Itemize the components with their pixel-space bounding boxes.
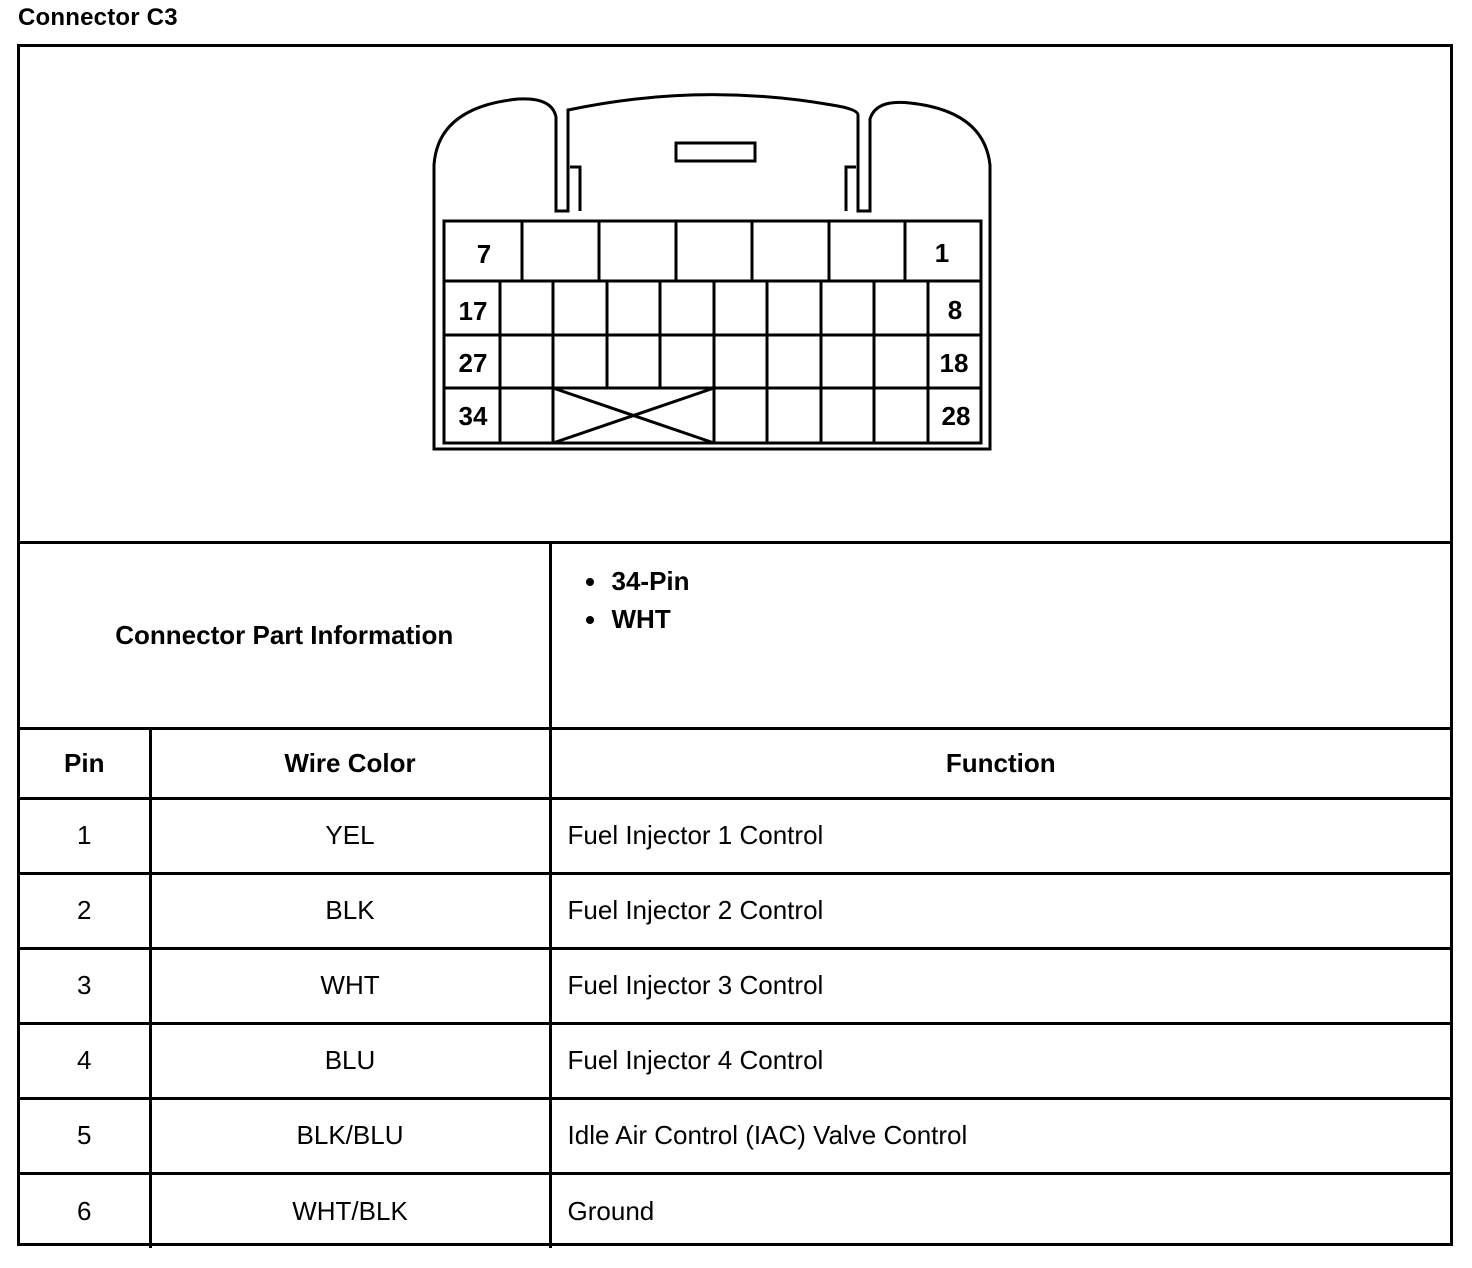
header-pin: Pin [20,728,150,798]
part-info-item: • 34-Pin [609,562,1450,600]
part-info-list [552,562,1450,638]
pin-label-7: 7 [476,239,492,269]
pin-cell: 2 [20,873,150,948]
function-cell: Fuel Injector 1 Control [550,798,1450,873]
pin-label-8: 8 [947,295,963,325]
part-info-row [20,544,1450,728]
connector-face-diagram [20,47,1450,541]
connector-latch [676,143,755,161]
pin-table-header [20,728,1450,798]
table-row [20,1098,1450,1173]
connector-diagram-area [20,47,1450,544]
header-function: Function [550,728,1450,798]
connector-title: Connector C3 [18,4,178,31]
function-cell: Ground [550,1173,1450,1248]
function-cell: Idle Air Control (IAC) Valve Control [550,1098,1450,1173]
wire-color-cell: WHT [150,948,550,1023]
pin-cell: 4 [20,1023,150,1098]
pin-cell: 6 [20,1173,150,1248]
wire-color-cell: BLK [150,873,550,948]
table-row [20,1173,1450,1248]
pin-label-18: 18 [939,348,969,378]
pin-cell: 3 [20,948,150,1023]
wire-color-cell: BLK/BLU [150,1098,550,1173]
function-cell: Fuel Injector 4 Control [550,1023,1450,1098]
pin-label-27: 27 [458,348,488,378]
part-info-label: Connector Part Information [20,544,550,728]
table-row [20,798,1450,873]
pin-label-1: 1 [934,238,950,268]
connector-sheet [17,44,1453,1246]
function-cell: Fuel Injector 2 Control [550,873,1450,948]
blocked-cavity-x [553,388,714,443]
part-info-values [550,544,1450,728]
part-info-item: • WHT [609,600,1450,638]
pin-label-17: 17 [458,296,488,326]
pin-cell: 1 [20,798,150,873]
connector-housing [434,95,990,449]
pin-label-28: 28 [941,401,971,431]
connector-info-table [20,544,1450,1248]
table-row [20,873,1450,948]
pin-label-34: 34 [458,401,488,431]
header-wire-color: Wire Color [150,728,550,798]
table-row [20,1023,1450,1098]
wire-color-cell: YEL [150,798,550,873]
wire-color-cell: WHT/BLK [150,1173,550,1248]
table-row [20,948,1450,1023]
function-cell: Fuel Injector 3 Control [550,948,1450,1023]
pin-cell: 5 [20,1098,150,1173]
wire-color-cell: BLU [150,1023,550,1098]
